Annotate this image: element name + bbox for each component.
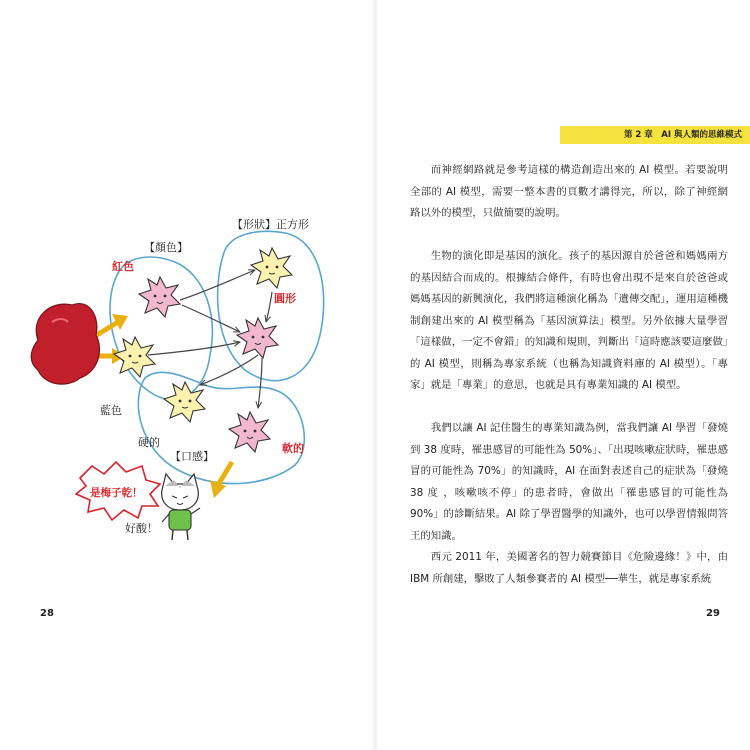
red-node	[139, 277, 180, 317]
paragraph: 我們以讓 AI 記住醫生的專業知識為例，當我們讓 AI 學習「發燒到 38 度時，罹患感冒的可能性為 50%」、「出現咳嗽症狀時，罹患感冒的可能性為 70%」的知識時，AI 在面對表述自己的症狀為「發燒 38 度 ，咳嗽咳不停」的患者時，會做出「罹患感冒的可能性為 90%」的診斷結果。AI 除了學習醫學的知識外，也可以學習情報問答王的知識。	[410, 422, 728, 542]
paragraph: 西元 2011 年，美國著名的智力競賽節目《危險邊緣！》中，由 IBM 所創建，擊敗了人類參賽者的 AI 模型──華生，就是專家系統	[410, 551, 728, 585]
soft-node	[229, 412, 270, 452]
paragraph: 而神經網路就是參考這樣的構造創造出來的 AI 模型。若要說明全部的 AI 模型，需要一整本書的頁數才講得完，所以，除了神經網路以外的模型，只做簡要的說明。	[410, 164, 728, 219]
texture-group-bubble	[138, 372, 304, 483]
hard-label: 硬的	[138, 436, 160, 449]
chapter-header-band	[560, 126, 750, 144]
page-number-left: 28	[40, 608, 54, 619]
blue-node	[114, 337, 155, 377]
red-label: 紅色	[112, 260, 134, 273]
square-node	[251, 248, 292, 288]
texture-group-label: 【口感】	[170, 450, 214, 463]
neural-network-illustration	[0, 0, 375, 600]
hard-node	[164, 382, 205, 422]
output-arrow	[218, 462, 232, 485]
connection-arrow	[182, 305, 240, 332]
chapter-header: 第 2 章 AI 與人類的思維模式	[623, 130, 742, 140]
page-number-right: 29	[706, 608, 720, 619]
cat-character-icon	[162, 474, 200, 540]
round-node	[237, 318, 278, 358]
plum-icon	[31, 304, 99, 385]
round-label: 圓形	[274, 292, 296, 305]
connection-arrow	[266, 292, 272, 322]
shape-group-label: 【形狀】正方形	[232, 218, 309, 231]
body-text	[410, 160, 728, 590]
answer-label: 是梅子乾！	[90, 487, 143, 499]
color-group-label: 【顏色】	[144, 241, 188, 254]
sour-label: 好酸！	[125, 522, 158, 535]
connection-arrow	[258, 358, 262, 408]
blue-label: 藍色	[100, 404, 122, 417]
paragraph: 生物的演化即是基因的演化。孩子的基因源自於爸爸和媽媽兩方的基因結合而成的。根據結合條件，有時也會出現不是來自於爸爸或媽媽基因的新興演化，我們將這種演化稱為「遺傳交配」，運用這種機制創建出來的 AI 模型稱為「基因演算法」模型。另外依據大量學習「這樣做，一定不會錯」的知識和規則，判斷出「這時應該要這麼做」的 AI 模型，則稱為專家系統（也稱為知識資料庫的 AI 模型）。「專家」就是「專業」的意思，也就是具有專業知識的 AI 模型。	[410, 250, 728, 391]
soft-label: 軟的	[282, 442, 304, 455]
